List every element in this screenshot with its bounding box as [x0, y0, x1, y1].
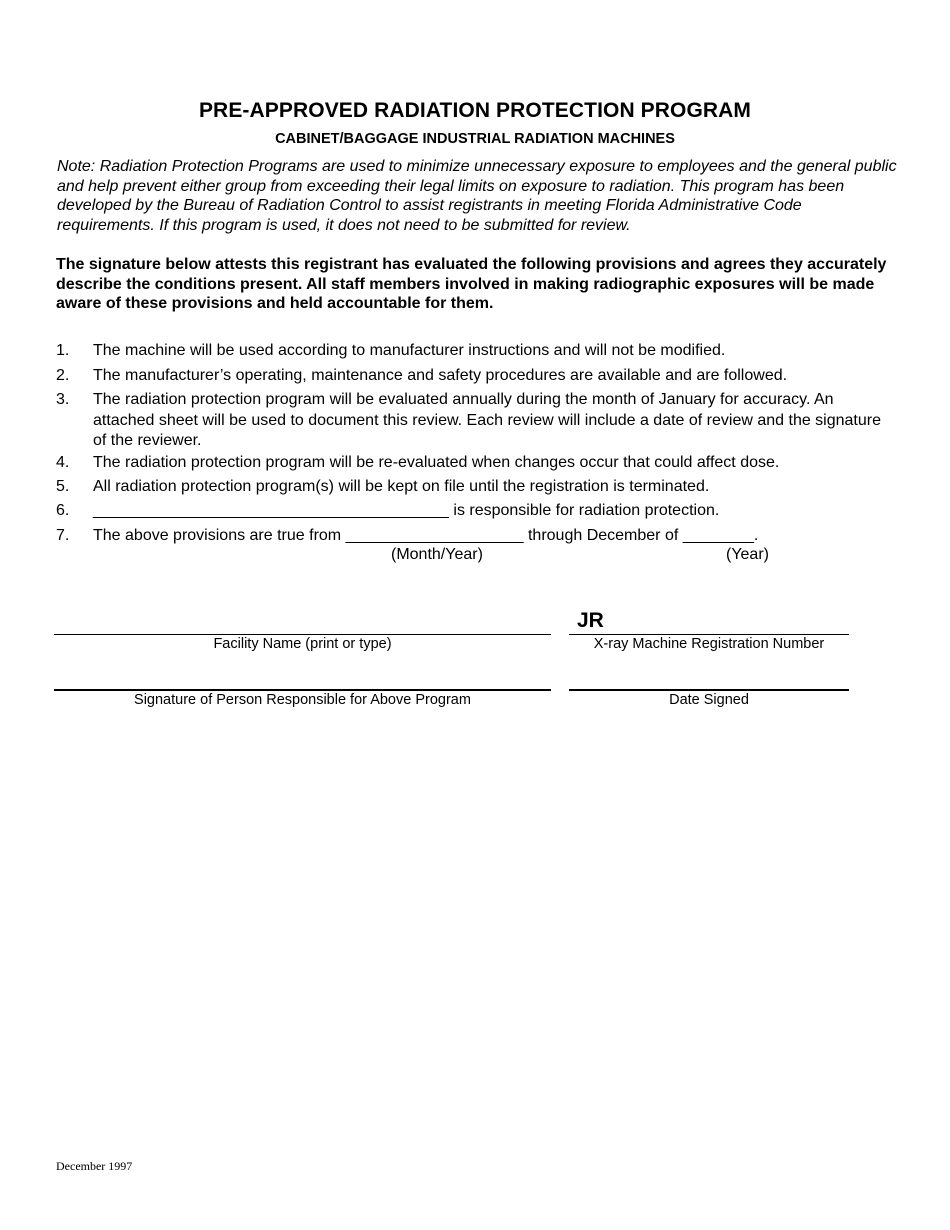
- date-signed-label: Date Signed: [669, 692, 749, 708]
- signature-line[interactable]: [54, 689, 551, 691]
- registration-prefix: JR: [577, 609, 604, 632]
- provision-text: The machine will be used according to manufacturer instructions and will not be modified.: [93, 342, 726, 359]
- provision-text: The radiation protection program will be evaluated annually during the month of January for accuracy. An attached sheet will be used to document this review. Each review will include a date of review and the signature of the reviewer.: [93, 391, 881, 449]
- page-subtitle: CABINET/BAGGAGE INDUSTRIAL RADIATION MACHINES: [275, 131, 675, 147]
- provision-number: 2.: [56, 367, 70, 384]
- month-year-label: (Month/Year): [391, 546, 483, 563]
- provision-text: All radiation protection program(s) will be kept on file until the registration is terminated.: [93, 478, 710, 495]
- page-title: PRE-APPROVED RADIATION PROTECTION PROGRAM: [198, 99, 752, 122]
- provision-number: 5.: [56, 478, 70, 495]
- note-paragraph: Note: Radiation Protection Programs are used to minimize unnecessary exposure to employees and the general public and help prevent either group from exceeding their legal limits on exposure to radiation. This program has been developed by the Bureau of Radiation Control to assist registrants in meeting Florida Administrative Code requirements. If this program is used, it does not need to be submitted for review.: [57, 158, 897, 234]
- provision-number: 3.: [56, 391, 70, 408]
- provision-text: The manufacturer’s operating, maintenance and safety procedures are available and are followed.: [93, 367, 788, 384]
- provisions-period-blank[interactable]: The above provisions are true from ____________________ through December of ________.: [93, 527, 759, 544]
- registration-number-line[interactable]: [569, 634, 849, 635]
- footer-date: December 1997: [56, 1159, 133, 1173]
- provision-number: 4.: [56, 454, 70, 471]
- attestation-paragraph: The signature below attests this registrant has evaluated the following provisions and agrees they accurately describe the conditions present. All staff members involved in making radiographic exposures will be made aware of these provisions and held accountable for them.: [56, 256, 887, 313]
- registration-number-label: X-ray Machine Registration Number: [593, 636, 825, 652]
- date-signed-line[interactable]: [569, 689, 849, 691]
- year-label: (Year): [726, 546, 769, 563]
- provision-number: 7.: [56, 527, 70, 544]
- provision-number: 1.: [56, 342, 70, 359]
- responsible-person-blank[interactable]: ________________________________________ is responsible for radiation protection.: [93, 502, 720, 519]
- provision-number: 6.: [56, 502, 70, 519]
- provision-text: The radiation protection program will be re-evaluated when changes occur that could affect dose.: [93, 454, 780, 471]
- facility-name-label: Facility Name (print or type): [213, 636, 392, 652]
- signature-label: Signature of Person Responsible for Above Program: [134, 692, 471, 708]
- facility-name-line[interactable]: [54, 634, 551, 635]
